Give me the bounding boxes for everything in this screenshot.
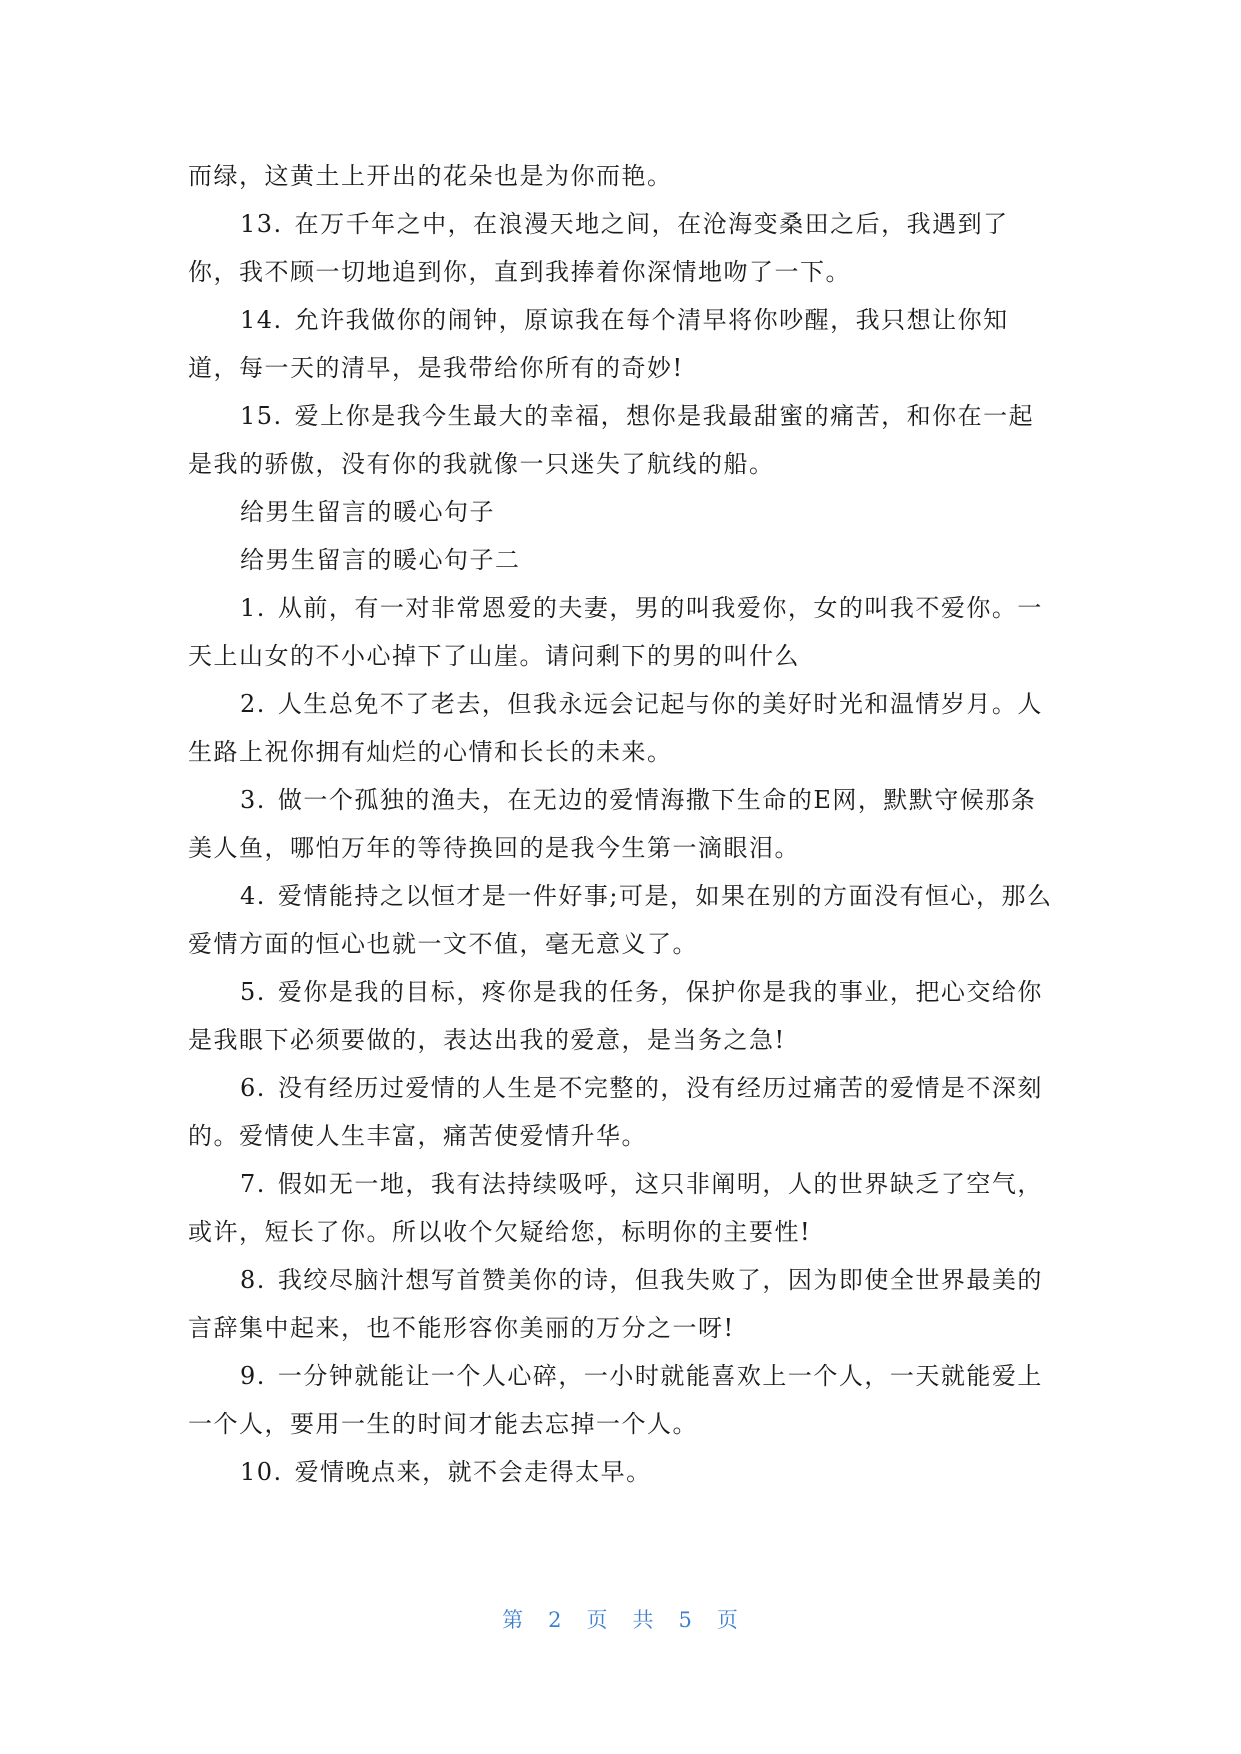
paragraph-text: 在万千年之中，在浪漫天地之间，在沧海变桑田之后，我遇到了你，我不顾一切地追到你，直到我捧着你深情地吻了一下。 xyxy=(188,210,1009,286)
paragraph-text: 爱情能持之以恒才是一件好事;可是，如果在别的方面没有恒心，那么爱情方面的恒心也就一文不值，毫无意义了。 xyxy=(188,882,1053,958)
item-number: 7. xyxy=(240,1170,266,1198)
item-number: 10. xyxy=(240,1458,283,1486)
item-number: 14. xyxy=(240,306,283,334)
paragraph xyxy=(188,872,1056,968)
footer-total-pages: 5 xyxy=(678,1608,693,1632)
item-number: 13. xyxy=(240,210,283,238)
item-number: 6. xyxy=(240,1074,266,1102)
paragraph-text: 给男生留言的暖心句子二 xyxy=(240,546,521,574)
page-footer xyxy=(0,1604,1241,1634)
item-number: 3. xyxy=(240,786,266,814)
paragraph xyxy=(188,1448,1056,1496)
paragraph-text: 一分钟就能让一个人心碎，一小时就能喜欢上一个人，一天就能爱上一个人，要用一生的时间才能去忘掉一个人。 xyxy=(188,1362,1043,1438)
document-body xyxy=(188,152,1056,1496)
item-number: 4. xyxy=(240,882,266,910)
paragraph-text: 我绞尽脑汁想写首赞美你的诗，但我失败了，因为即使全世界最美的言辞集中起来，也不能形容你美丽的万分之一呀! xyxy=(188,1266,1043,1342)
footer-ye2: 页 xyxy=(716,1608,739,1632)
paragraph xyxy=(188,1256,1056,1352)
paragraph-text: 允许我做你的闹钟，原谅我在每个清早将你吵醒，我只想让你知道，每一天的清早，是我带给你所有的奇妙! xyxy=(188,306,1009,382)
item-number: 2. xyxy=(240,690,266,718)
item-number: 9. xyxy=(240,1362,266,1390)
paragraph-text: 假如无一地，我有法持续吸呼，这只非阐明，人的世界缺乏了空气，或许，短长了你。所以收个欠疑给您，标明你的主要性! xyxy=(188,1170,1043,1246)
paragraph xyxy=(188,776,1056,872)
paragraph xyxy=(188,968,1056,1064)
paragraph-text: 而绿，这黄土上开出的花朵也是为你而艳。 xyxy=(188,162,673,190)
paragraph-text: 人生总免不了老去，但我永远会记起与你的美好时光和温情岁月。人生路上祝你拥有灿烂的心情和长长的未来。 xyxy=(188,690,1043,766)
paragraph xyxy=(188,536,1056,584)
paragraph xyxy=(188,1064,1056,1160)
footer-ye: 页 xyxy=(586,1608,609,1632)
paragraph-text: 从前，有一对非常恩爱的夫妻，男的叫我爱你，女的叫我不爱你。一天上山女的不小心掉下了山崖。请问剩下的男的叫什么 xyxy=(188,594,1043,670)
paragraph-text: 没有经历过爱情的人生是不完整的，没有经历过痛苦的爱情是不深刻的。爱情使人生丰富，痛苦使爱情升华。 xyxy=(188,1074,1043,1150)
item-number: 15. xyxy=(240,402,283,430)
paragraph xyxy=(188,296,1056,392)
item-number: 5. xyxy=(240,978,266,1006)
paragraph xyxy=(188,1160,1056,1256)
paragraph-text: 给男生留言的暖心句子 xyxy=(240,498,495,526)
item-number: 8. xyxy=(240,1266,266,1294)
paragraph xyxy=(188,392,1056,488)
paragraph xyxy=(188,584,1056,680)
paragraph xyxy=(188,488,1056,536)
item-number: 1. xyxy=(240,594,266,622)
footer-gong: 共 xyxy=(632,1608,655,1632)
paragraph-text: 爱上你是我今生最大的幸福，想你是我最甜蜜的痛苦，和你在一起是我的骄傲，没有你的我就像一只迷失了航线的船。 xyxy=(188,402,1035,478)
paragraph-text: 爱你是我的目标，疼你是我的任务，保护你是我的事业，把心交给你是我眼下必须要做的，表达出我的爱意，是当务之急! xyxy=(188,978,1043,1054)
paragraph xyxy=(188,680,1056,776)
paragraph xyxy=(188,1352,1056,1448)
paragraph xyxy=(188,200,1056,296)
paragraph xyxy=(188,152,1056,200)
footer-di: 第 xyxy=(502,1608,525,1632)
paragraph-text: 爱情晚点来，就不会走得太早。 xyxy=(294,1458,652,1486)
paragraph-text: 做一个孤独的渔夫，在无边的爱情海撒下生命的E网，默默守候那条美人鱼，哪怕万年的等待换回的是我今生第一滴眼泪。 xyxy=(188,786,1037,862)
footer-page-number: 2 xyxy=(548,1608,563,1632)
